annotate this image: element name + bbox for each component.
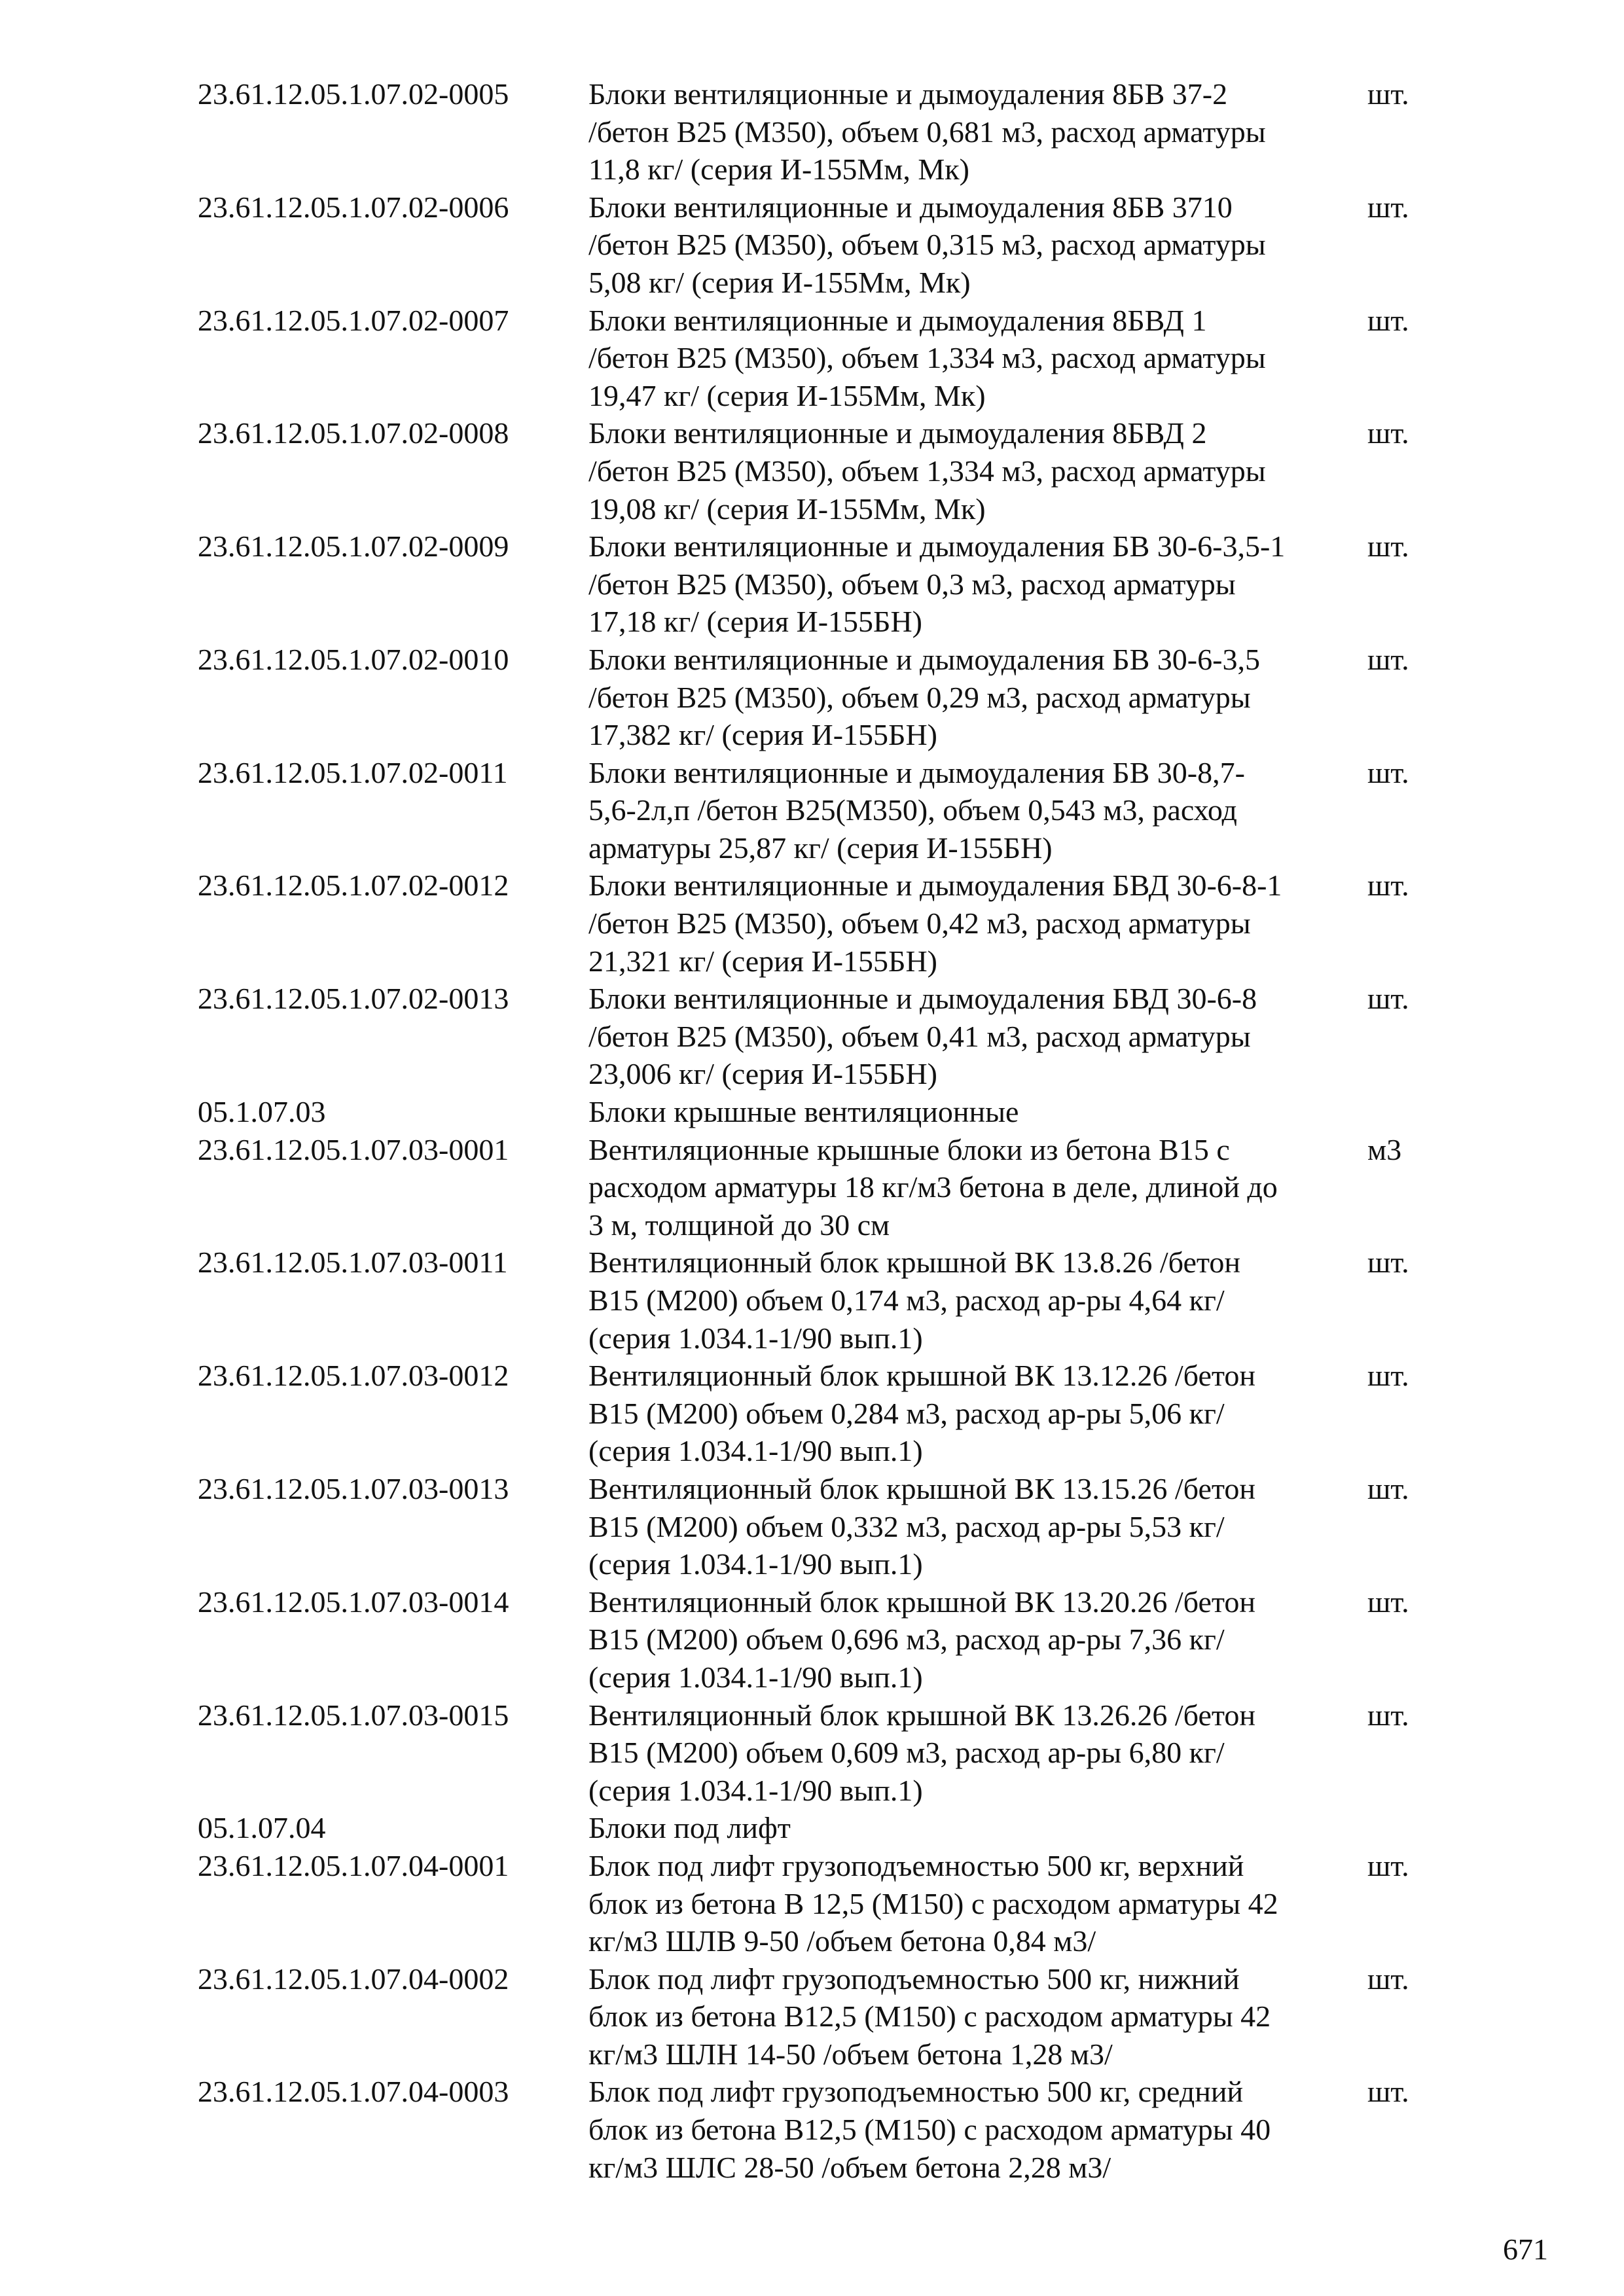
resource-description: Вентиляционный блок крышной ВК 13.8.26 /бетон В15 (М200) объем 0,174 м3, расход ар-ры 4,64 кг/ (серия 1.034.1-1/90 вып.1) bbox=[588, 1246, 1240, 1355]
table-row bbox=[198, 75, 1441, 188]
resource-code: 23.61.12.05.1.07.03-0012 bbox=[198, 1359, 509, 1393]
table-row bbox=[198, 302, 1441, 415]
catalog-table bbox=[198, 75, 1441, 2186]
table-row bbox=[198, 1960, 1441, 2073]
page-number: 671 bbox=[1503, 2233, 1548, 2266]
resource-description: Вентиляционные крышные блоки из бетона В15 с расходом арматуры 18 кг/м3 бетона в деле, длиной до 3 м, толщиной до 30 см bbox=[588, 1132, 1278, 1242]
unit-of-measure: шт. bbox=[1367, 1698, 1409, 1732]
resource-code: 05.1.07.03 bbox=[198, 1095, 326, 1129]
resource-description: Вентиляционный блок крышной ВК 13.12.26 /бетон В15 (М200) объем 0,284 м3, расход ар-ры 5,06 кг/ (серия 1.034.1-1/90 вып.1) bbox=[588, 1359, 1255, 1468]
resource-code: 23.61.12.05.1.07.04-0002 bbox=[198, 1962, 509, 1996]
table-row bbox=[198, 414, 1441, 528]
table-row bbox=[198, 2073, 1441, 2186]
unit-of-measure: шт. bbox=[1367, 1246, 1409, 1280]
table-row bbox=[198, 1470, 1441, 1583]
unit-of-measure: шт. bbox=[1367, 755, 1409, 789]
table-row bbox=[198, 641, 1441, 754]
unit-of-measure: шт. bbox=[1367, 1585, 1409, 1619]
resource-description: Блоки вентиляционные и дымоудаления 8БВД 1 /бетон В25 (М350), объем 1,334 м3, расход арматуры 19,47 кг/ (серия И-155Мм, Мк) bbox=[588, 303, 1266, 412]
table-row bbox=[198, 1131, 1441, 1244]
resource-description: Блоки вентиляционные и дымоудаления 8БВ 37-2 /бетон В25 (М350), объем 0,681 м3, расход арматуры 11,8 кг/ (серия И-155Мм, Мк) bbox=[588, 77, 1266, 187]
resource-code: 23.61.12.05.1.07.03-0001 bbox=[198, 1132, 509, 1166]
resource-code: 23.61.12.05.1.07.02-0013 bbox=[198, 982, 509, 1016]
resource-code: 23.61.12.05.1.07.02-0012 bbox=[198, 869, 509, 903]
resource-code: 23.61.12.05.1.07.03-0013 bbox=[198, 1471, 509, 1505]
table-row bbox=[198, 1244, 1441, 1357]
unit-of-measure: шт. bbox=[1367, 1962, 1409, 1996]
resource-code: 05.1.07.04 bbox=[198, 1811, 326, 1845]
resource-description: Блоки вентиляционные и дымоудаления БВ 30-6-3,5-1 /бетон В25 (М350), объем 0,3 м3, расход арматуры 17,18 кг/ (серия И-155БН) bbox=[588, 529, 1286, 639]
resource-code: 23.61.12.05.1.07.02-0009 bbox=[198, 529, 509, 564]
resource-code: 23.61.12.05.1.07.03-0011 bbox=[198, 1246, 508, 1280]
resource-code: 23.61.12.05.1.07.02-0006 bbox=[198, 190, 509, 224]
unit-of-measure: м3 bbox=[1367, 1132, 1402, 1166]
section-heading-row bbox=[198, 1093, 1441, 1131]
resource-description: Блоки вентиляционные и дымоудаления 8БВ 3710 /бетон В25 (М350), объем 0,315 м3, расход арматуры 5,08 кг/ (серия И-155Мм, Мк) bbox=[588, 190, 1266, 299]
resource-code: 23.61.12.05.1.07.02-0011 bbox=[198, 755, 508, 789]
section-title: Блоки под лифт bbox=[588, 1811, 791, 1845]
unit-of-measure: шт. bbox=[1367, 303, 1409, 337]
table-row bbox=[198, 980, 1441, 1093]
table-row bbox=[198, 528, 1441, 641]
unit-of-measure: шт. bbox=[1367, 1848, 1409, 1882]
table-row bbox=[198, 867, 1441, 980]
resource-code: 23.61.12.05.1.07.02-0007 bbox=[198, 303, 509, 337]
unit-of-measure: шт. bbox=[1367, 2075, 1409, 2109]
table-row bbox=[198, 1357, 1441, 1470]
resource-description: Блоки вентиляционные и дымоудаления БВ 30-6-3,5 /бетон В25 (М350), объем 0,29 м3, расход арматуры 17,382 кг/ (серия И-155БН) bbox=[588, 642, 1260, 752]
unit-of-measure: шт. bbox=[1367, 869, 1409, 903]
unit-of-measure: шт. bbox=[1367, 642, 1409, 676]
resource-code: 23.61.12.05.1.07.02-0010 bbox=[198, 642, 509, 676]
resource-description: Вентиляционный блок крышной ВК 13.15.26 /бетон В15 (М200) объем 0,332 м3, расход ар-ры 5,53 кг/ (серия 1.034.1-1/90 вып.1) bbox=[588, 1471, 1255, 1581]
unit-of-measure: шт. bbox=[1367, 529, 1409, 564]
section-title: Блоки крышные вентиляционные bbox=[588, 1095, 1019, 1129]
unit-of-measure: шт. bbox=[1367, 982, 1409, 1016]
resource-code: 23.61.12.05.1.07.03-0015 bbox=[198, 1698, 509, 1732]
resource-description: Блок под лифт грузоподъемностью 500 кг, верхний блок из бетона В 12,5 (М150) с расходом арматуры 42 кг/м3 ШЛВ 9-50 /объем бетона 0,84 м3/ bbox=[588, 1848, 1278, 1958]
resource-description: Вентиляционный блок крышной ВК 13.26.26 /бетон В15 (М200) объем 0,609 м3, расход ар-ры 6,80 кг/ (серия 1.034.1-1/90 вып.1) bbox=[588, 1698, 1255, 1807]
unit-of-measure: шт. bbox=[1367, 190, 1409, 224]
table-row bbox=[198, 1696, 1441, 1810]
unit-of-measure: шт. bbox=[1367, 1471, 1409, 1505]
table-row bbox=[198, 188, 1441, 302]
resource-description: Блок под лифт грузоподъемностью 500 кг, средний блок из бетона В12,5 (М150) с расходом арматуры 40 кг/м3 ШЛС 28-50 /объем бетона 2,28 м3/ bbox=[588, 2075, 1271, 2184]
table-row bbox=[198, 754, 1441, 867]
section-heading-row bbox=[198, 1809, 1441, 1847]
table-row bbox=[198, 1847, 1441, 1960]
unit-of-measure: шт. bbox=[1367, 416, 1409, 450]
resource-description: Блоки вентиляционные и дымоудаления 8БВД 2 /бетон В25 (М350), объем 1,334 м3, расход арматуры 19,08 кг/ (серия И-155Мм, Мк) bbox=[588, 416, 1266, 526]
table-row bbox=[198, 1583, 1441, 1696]
resource-description: Блоки вентиляционные и дымоудаления БВД 30-6-8-1 /бетон В25 (М350), объем 0,42 м3, расход арматуры 21,321 кг/ (серия И-155БН) bbox=[588, 869, 1282, 978]
unit-of-measure: шт. bbox=[1367, 77, 1409, 111]
resource-code: 23.61.12.05.1.07.04-0003 bbox=[198, 2075, 509, 2109]
unit-of-measure: шт. bbox=[1367, 1359, 1409, 1393]
resource-description: Вентиляционный блок крышной ВК 13.20.26 /бетон В15 (М200) объем 0,696 м3, расход ар-ры 7,36 кг/ (серия 1.034.1-1/90 вып.1) bbox=[588, 1585, 1255, 1694]
resource-code: 23.61.12.05.1.07.04-0001 bbox=[198, 1848, 509, 1882]
resource-code: 23.61.12.05.1.07.02-0008 bbox=[198, 416, 509, 450]
resource-description: Блоки вентиляционные и дымоудаления БВ 30-8,7- 5,6-2л,п /бетон В25(М350), объем 0,543 м3, расход арматуры 25,87 кг/ (серия И-155БН) bbox=[588, 755, 1245, 865]
resource-description: Блок под лифт грузоподъемностью 500 кг, нижний блок из бетона В12,5 (М150) с расходом арматуры 42 кг/м3 ШЛН 14-50 /объем бетона 1,28 м3/ bbox=[588, 1962, 1271, 2071]
resource-code: 23.61.12.05.1.07.03-0014 bbox=[198, 1585, 509, 1619]
resource-description: Блоки вентиляционные и дымоудаления БВД 30-6-8 /бетон В25 (М350), объем 0,41 м3, расход арматуры 23,006 кг/ (серия И-155БН) bbox=[588, 982, 1257, 1091]
resource-code: 23.61.12.05.1.07.02-0005 bbox=[198, 77, 509, 111]
